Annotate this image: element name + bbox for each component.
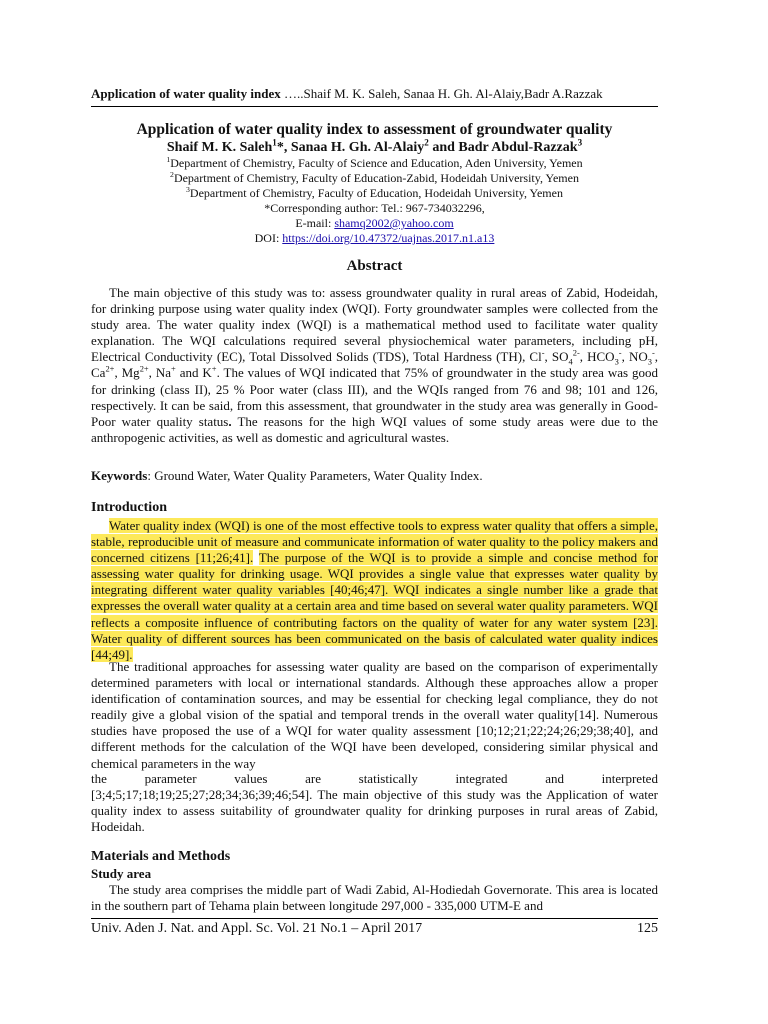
word: interpreted — [601, 771, 658, 786]
doi-label: DOI: — [254, 231, 283, 245]
author-2-mark: 2 — [424, 137, 429, 148]
highlighted-text: The purpose of the WQI is to provide a simple and concise method for assessing water quality for drinking usage. WQI provides a single value that expresses water quality by integrating different water quality variables [40;46;47]. WQI indicates a single number like a grade that expresses the overall water quality at a certain area and time based on several water quality parameters. WQI reflects a composite influence of contributing factors on the quality of water for any water system [23]. Water quality of different sources has been communicated on the basis of calculated water quality indices [44;49]. — [91, 550, 659, 662]
introduction-heading: Introduction — [91, 500, 167, 515]
header-rule — [91, 106, 658, 107]
corresponding-star: *, — [276, 140, 291, 155]
affiliation-mark: 3 — [186, 185, 190, 194]
methods-paragraph — [91, 882, 658, 914]
abstract-text: The reasons for the high WQI values of some study areas were due to the anthropogenic activities, as well as domestic and agricultural wastes. — [91, 413, 658, 445]
ion-charge: - — [541, 348, 545, 359]
keywords — [91, 468, 658, 484]
ion-text: , NO — [621, 349, 648, 365]
methods-heading: Materials and Methods — [91, 849, 231, 864]
intro-paragraph-1 — [91, 518, 658, 663]
word: parameter — [144, 771, 197, 786]
paper-title: Application of water quality index to assessment of groundwater quality — [136, 121, 613, 138]
abstract-paragraph — [91, 285, 658, 446]
footer-rule — [91, 918, 658, 919]
abstract-text: . The values of WQI indicated that 75% of groundwater in the study area was good for drinking (class II), 25 % Poor water (class III), and the WQIs ranged from 76 and 98; 101 and 126, respectively. It can be said, from this assessment, that groundwater in the study area was generally in Good-Poor water quality status — [91, 365, 658, 429]
title-block — [91, 120, 658, 246]
doi-line — [91, 231, 658, 246]
author-3: Badr Abdul-Razzak — [458, 140, 578, 155]
affiliation-mark: 2 — [170, 170, 174, 179]
ion-text: , SO — [544, 349, 569, 365]
ion-text: , Ca — [91, 349, 659, 381]
affiliation-mark: 1 — [166, 155, 171, 164]
ion-text: , HCO — [579, 349, 615, 365]
author-list — [91, 137, 658, 156]
running-header — [91, 86, 658, 102]
email-line — [91, 216, 658, 231]
ion-charge: 2+ — [139, 364, 149, 375]
affiliation-3 — [91, 186, 658, 201]
abstract-heading: Abstract — [346, 258, 403, 274]
journal-citation: Univ. Aden J. Nat. and Appl. Sc. Vol. 21 No.1 – April 2017 — [91, 921, 423, 936]
author-1-mark: 1 — [272, 137, 277, 148]
ion-subscript: 3 — [647, 356, 652, 367]
doi-link[interactable]: https://doi.org/10.47372/uajnas.2017.n1.a13 — [282, 231, 495, 245]
email-label: E-mail: — [295, 216, 335, 230]
ion-charge: 2- — [572, 348, 580, 359]
ion-charge: + — [171, 364, 176, 375]
affiliation-text: Department of Chemistry, Faculty of Education, Hodeidah University, Yemen — [189, 186, 563, 200]
ion-charge: - — [618, 348, 622, 359]
running-header-authors: …..Shaif M. K. Saleh, Sanaa H. Gh. Al-Alaiy,Badr A.Razzak — [280, 86, 603, 101]
ion-text: , Na — [148, 365, 172, 381]
author-2: Sanaa H. Gh. Al-Alaiy — [290, 140, 425, 155]
running-header-title: Application of water quality index — [91, 86, 281, 101]
keywords-text: : Ground Water, Water Quality Parameters, Water Quality Index. — [147, 468, 483, 483]
highlighted-text: Water quality index (WQI) is one of the most effective tools to express water quality that offers a simple, stable, reproducible unit of measure and communicate information of water quality to the policy makers and concerned citizens [11;26;41]. — [91, 518, 658, 566]
author-3-mark: 3 — [577, 137, 583, 148]
author-1: Shaif M. K. Saleh — [166, 140, 273, 155]
intro-spread-line — [91, 771, 658, 787]
affiliation-1 — [91, 156, 658, 171]
page-footer — [91, 921, 658, 937]
intro-text: The traditional approaches for assessing water quality are based on the comparison of experimentally determined parameters with local or international standards. Although these approaches allow a proper identification of contamination sources, and may be essential for checking legal compliance, they do not readily give a global vision of the spatial and temporal trends in the overall water quality[14]. Numerous studies have proposed the use of a WQI for water quality assessment [10;12;21;22;24;26;29;38;40], and different methods for the calculation of the WQI have been developed, considering similar physical and chemical parameters in the way — [91, 659, 658, 771]
ion-charge: 2+ — [105, 364, 115, 375]
abstract-text: The main objective of this study was to: assess groundwater quality in rural areas of Zabid, Hodeidah, for drinking purpose using water quality index (WQI). Forty groundwater samples were collected from the study area. The water quality index (WQI) is a mathematical method used to facilitate water quality explanation. The WQI calculations required several physiochemical water parameters, including pH, Electrical Conductivity (EC), Total Dissolved Solids (TDS), Total Hardness (TH), Cl — [91, 285, 658, 365]
word: and — [545, 771, 564, 786]
email-link[interactable]: shamq2002@yahoo.com — [334, 216, 454, 230]
author-conjunction: and — [428, 140, 459, 155]
keywords-label: Keywords — [91, 468, 148, 483]
affiliation-2 — [91, 171, 658, 186]
ion-subscript: 3 — [614, 356, 619, 367]
ion-charge: + — [211, 364, 217, 375]
ion-text: , Mg — [114, 365, 140, 381]
page-number: 125 — [637, 921, 658, 936]
word: are — [305, 771, 321, 786]
word: statistically — [358, 771, 418, 786]
word: integrated — [455, 771, 508, 786]
ion-charge: - — [651, 348, 655, 359]
affiliation-text: Department of Chemistry, Faculty of Education-Zabid, Hodeidah University, Yemen — [173, 171, 579, 185]
methods-text: The study area comprises the middle part of Wadi Zabid, Al-Hodiedah Governorate. This area is located in the southern part of Tehama plain between longitude 297,000 - 335,000 UTM-E and — [91, 882, 658, 914]
ion-subscript: 4 — [568, 356, 573, 367]
word: values — [234, 771, 268, 786]
intro-paragraph-2-end: [3;4;5;17;18;19;25;27;28;34;36;39;46;54]. The main objective of this study was the Application of water quality index to assess suitability of groundwater quality for drinking purposes in rural areas of Zabid, Hodeidah. — [91, 787, 658, 835]
ion-text: and K — [175, 365, 212, 381]
corresponding-author: *Corresponding author: Tel.: 967-734032296, — [264, 201, 485, 215]
study-area-heading: Study area — [91, 866, 152, 881]
affiliation-text: Department of Chemistry, Faculty of Science and Education, Aden University, Yemen — [170, 156, 583, 170]
abstract-period: . — [228, 413, 232, 429]
intro-paragraph-2 — [91, 659, 658, 772]
word: the — [91, 771, 107, 786]
